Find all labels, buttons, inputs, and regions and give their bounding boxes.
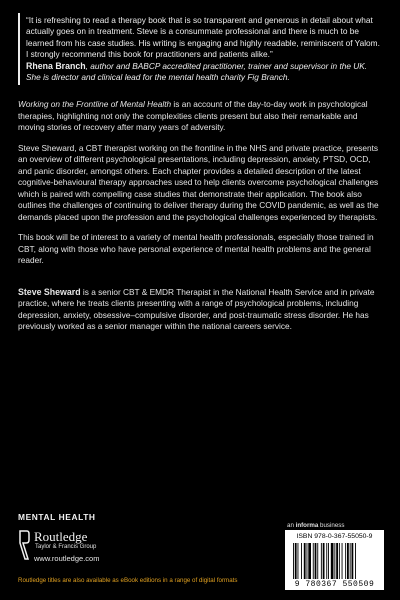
category-label: MENTAL HEALTH — [18, 512, 96, 522]
barcode-stripe — [321, 543, 322, 579]
informa-tag — [287, 522, 344, 529]
barcode-stripe — [315, 543, 317, 579]
barcode-stripe — [323, 543, 325, 579]
barcode-stripe — [326, 543, 327, 579]
barcode-bars — [293, 543, 380, 579]
barcode-stripe — [334, 543, 335, 579]
barcode-stripe — [352, 543, 354, 579]
routledge-logo-icon — [18, 529, 30, 561]
barcode-stripe — [313, 543, 314, 579]
endorsement-quote — [18, 13, 384, 85]
barcode-number: 9 780367 550509 — [294, 580, 375, 589]
barcode-stripe — [298, 543, 299, 579]
publisher-url: www.routledge.com — [34, 554, 100, 563]
book-title-mention: Working on the Frontline of Mental Health — [18, 99, 172, 110]
quote-text: “It is refreshing to read a therapy book that is so transparent and generous in detail about what actually goes on in treatment. Steve is a consummate professional and there is much to be learned from his case studies. His writing is engaging and highly readable, reminiscent of Yalom. I strongly recommend this book for practitioners and patients alike.” — [26, 15, 380, 60]
overview-paragraph: Steve Sheward, a CBT therapist working on the frontline in the NHS and private practice, presents an overview of different psychological presentations, including depression, anxiety, PTSD, OCD, and panic disorder, amongst others. Each chapter provides a detailed description of the latest cognitive-behavioural therapy approaches used to help clients overcome psychological challenges which is paired with compelling case studies that demonstrate their application. The book also outlines the challenges of continuing to deliver therapy during the COVID pandemic, as well as the demands placed upon the profession and the psychological challenges experienced by therapists. — [18, 142, 379, 222]
audience-paragraph: This book will be of interest to a variety of mental health professionals, especially those trained in CBT, along with those who have personal experience of mental health problems and the general reader. — [18, 232, 374, 266]
cover-text — [18, 13, 384, 333]
isbn-label: ISBN 978-0-367-55050-9 — [296, 533, 373, 540]
author-bio-paragraph — [18, 287, 384, 333]
barcode-stripe — [308, 543, 311, 579]
barcode-stripe — [350, 543, 351, 579]
publisher-logo — [18, 527, 118, 567]
barcode-stripe — [317, 543, 318, 579]
barcode-stripe — [293, 543, 294, 579]
barcode-stripe — [301, 543, 302, 579]
barcode-stripe — [328, 543, 329, 579]
barcode-stripe — [295, 543, 297, 579]
informa-word: informa — [295, 522, 319, 529]
barcode-stripe — [331, 543, 334, 579]
publisher-name: Routledge — [34, 529, 88, 544]
intro-paragraph — [18, 99, 384, 134]
quote-author-description: , author and BABCP accredited practitioner, trainer and supervisor in the UK. She is director and clinical lead for the mental health charity Fig Branch. — [26, 60, 368, 83]
barcode-stripe — [307, 543, 308, 579]
informa-prefix: an — [287, 522, 296, 529]
barcode-stripe — [304, 543, 306, 579]
intro-text: is an account of the day-to-day work in psychological therapies, highlighting not only the complexities clients present but also their remarkable and moving stories of recovery after many years of adversity. — [18, 99, 368, 133]
author-name: Steve Sheward — [18, 286, 81, 297]
barcode-stripe — [339, 543, 340, 579]
barcode-stripe — [347, 543, 349, 579]
barcode-stripe — [336, 543, 338, 579]
barcode-stripe — [345, 543, 346, 579]
author-bio-text: is a senior CBT & EMDR Therapist in the National Health Service and in private practice, where he treats clients presenting with a range of psychological problems, including depression, anxiety, obsessive–compulsive disorder, and post-traumatic stress disorder. He has previously worked as a senior manager within the national careers service. — [18, 286, 375, 332]
quote-author: Rhena Branch — [26, 60, 86, 71]
barcode-stripe — [342, 543, 343, 579]
informa-suffix: business — [318, 522, 345, 529]
publisher-group: Taylor & Francis Group — [35, 544, 97, 550]
barcode — [285, 530, 384, 590]
barcode-stripe — [355, 543, 356, 579]
ebook-note: Routledge titles are also available as eBook editions in a range of digital formats — [18, 577, 238, 584]
